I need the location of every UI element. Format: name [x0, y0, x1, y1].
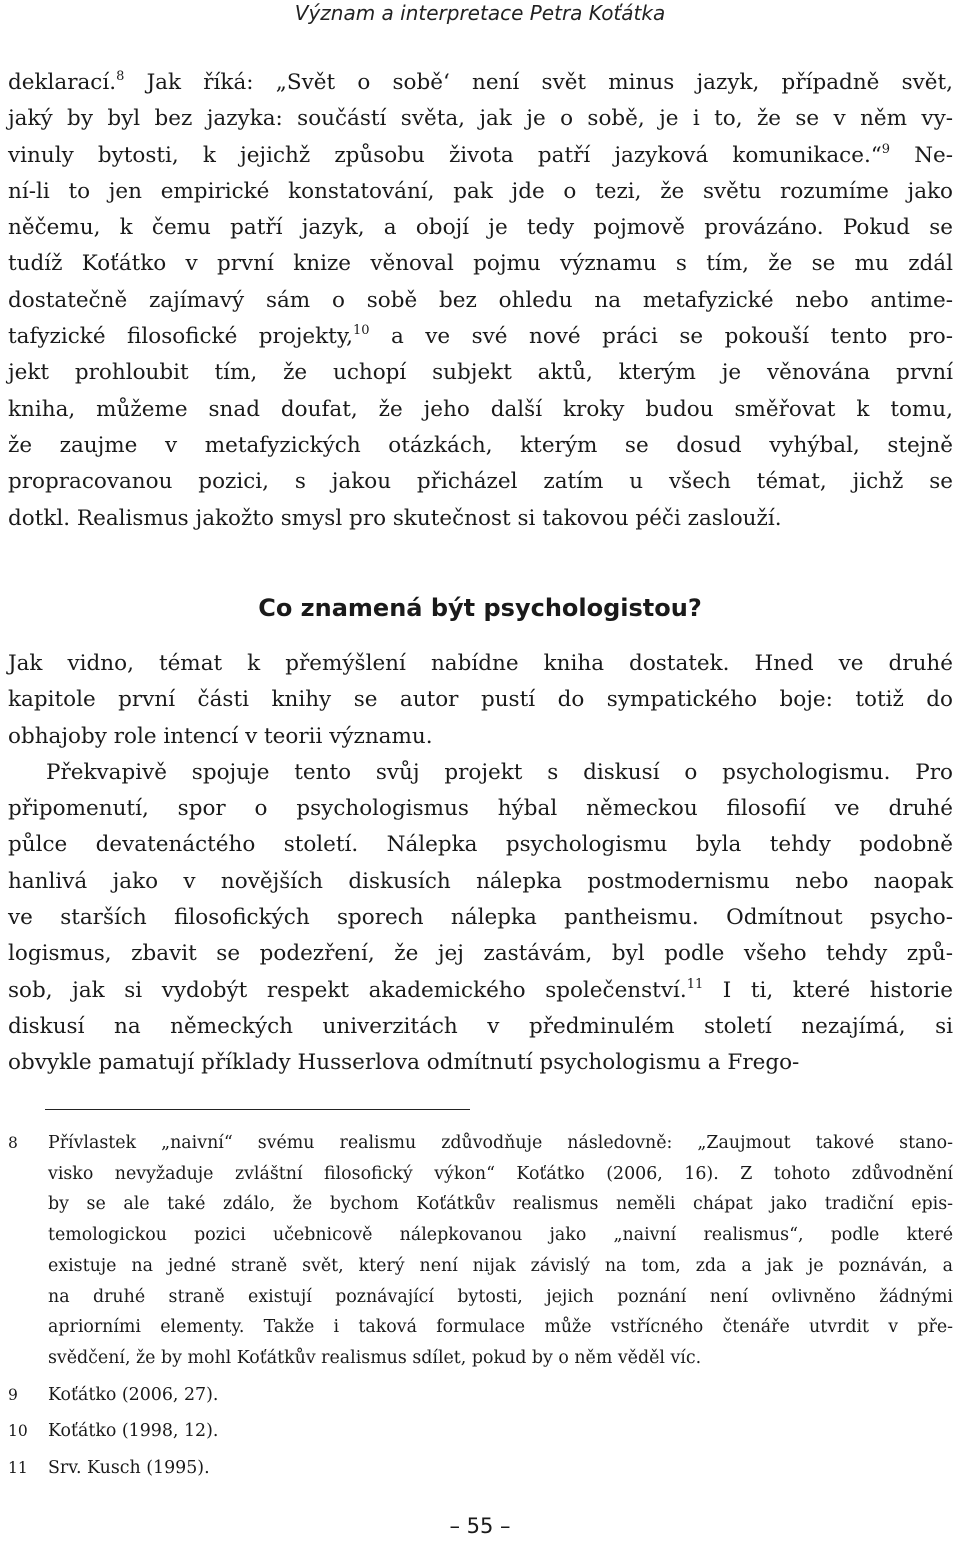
paragraph-2-line: Jak vidno, témat k přemýšlení nabídne kniha dostatek. Hned ve druhé: [8, 651, 953, 676]
paragraph-1-line: dotkl. Realismus jakožto smysl pro skutečnost si takovou péči zaslouží.: [8, 505, 782, 531]
footnote-line: visko nevyžaduje zvláštní filosofický výkon“ Koťátko (2006, 16). Z tohoto zdůvodnění: [48, 1163, 953, 1184]
footnote-line: existuje na jedné straně svět, který není nijak závislý na tom, zda a jak je poznáván, a: [48, 1255, 953, 1276]
paragraph-3-line: připomenutí, spor o psychologismus hýbal německou filosofií ve druhé: [8, 796, 953, 822]
paragraph-1-line: kniha, můžeme snad doufat, že jeho další kroky budou směřovat k tomu,: [8, 396, 953, 422]
footnote-8: [8, 1128, 953, 1374]
paragraph-1-line: deklarací.$^8$ Jak říká: „Svět o sobě‘ není svět minus jazyk, případně svět,: [8, 69, 953, 95]
footnote-10: [8, 1416, 953, 1447]
paragraph-3-line: obvykle pamatují příklady Husserlova odmítnutí psychologismu a Frego-: [8, 1050, 800, 1076]
footnote-line: Koťátko (2006, 27).: [48, 1384, 219, 1405]
paragraph-1-line: tafyzické filosofické projekty,$^{10}$ a ve své nové práci se pokouší tento pro-: [8, 323, 954, 350]
paragraph-1-line: tudíž Koťátko v první knize věnoval pojmu významu s tím, že se mu zdál: [8, 251, 953, 277]
footnote-number: 10: [8, 1422, 28, 1441]
paragraph-2-and-3: [8, 646, 953, 1082]
paragraph-1-line: jaký by byl bez jazyka: součástí světa, jak je o sobě, je i to, že se v něm vy-: [8, 106, 953, 132]
footnote-marker: 11: [686, 976, 704, 992]
footnote-line: svědčení, že by mohl Koťátkův realismus sdílet, pokud by o něm věděl víc.: [48, 1347, 702, 1368]
section-heading: Co znamená být psychologistou?: [258, 594, 702, 622]
footnote-number: 9: [8, 1385, 18, 1404]
paragraph-1-line: dostatečně zajímavý sám o sobě bez ohledu na metafyzické nebo antime-: [8, 287, 953, 313]
footnote-line: Přívlastek „naivní“ svému realismu zdůvodňuje následovně: „Zaujmout takové stano-: [48, 1133, 953, 1153]
paragraph-2-line: kapitole první části knihy se autor pustí do sympatického boje: totiž do: [8, 687, 953, 713]
running-head: Význam a interpretace Petra Koťátka: [294, 1, 666, 25]
paragraph-3-line: logismus, zbavit se podezření, že jej zastávám, byl podle všeho tehdy způ-: [8, 941, 953, 967]
paragraph-3-line: půlce devatenáctého století. Nálepka psychologismu byla tehdy podobně: [8, 832, 953, 858]
footnote-separator: [45, 1109, 470, 1110]
footnote-marker: 9: [881, 141, 891, 157]
paragraph-3-line: hanlivá jako v novějších diskusích nálepka postmodernismu nebo naopak: [8, 868, 953, 894]
footnote-line: Srv. Kusch (1995).: [48, 1458, 210, 1479]
paragraph-1-line: ní-li to jen empirické konstatování, pak jde o tezi, že světu rozumíme jako: [8, 178, 953, 204]
paragraph-1-line: že zaujme v metafyzických otázkách, kterým se dosud vyhýbal, stejně: [8, 432, 953, 458]
footnote-line: Koťátko (1998, 12).: [48, 1421, 219, 1442]
paragraph-1-line: vinuly bytosti, k jejichž způsobu života patří jazyková komunikace.“$^9$ Ne-: [8, 141, 953, 168]
paragraph-3-line: diskusí na německých univerzitách v předminulém století nezajímá, si: [8, 1013, 953, 1039]
paragraph-3-line: Překvapivě spojuje tento svůj projekt s diskusí o psychologismu. Pro: [46, 759, 953, 785]
paragraph-1-line: jekt prohloubit tím, že uchopí subjekt aktů, kterým je věnována první: [8, 360, 953, 386]
footnote-marker: 8: [116, 69, 125, 84]
paragraph-1: [8, 65, 953, 537]
paragraph-2-line: obhajoby role intencí v teorii významu.: [8, 723, 433, 749]
footnote-line: temologickou pozici učebnicově nálepkovanou jako „naivní realismus“, podle které: [48, 1225, 953, 1246]
footnote-number: 11: [8, 1459, 28, 1478]
paragraph-1-line: něčemu, k čemu patří jazyk, a obojí je tedy pojmově provázáno. Pokud se: [8, 215, 953, 241]
page-number: – 55 –: [449, 1514, 511, 1538]
footnote-number: 8: [8, 1134, 18, 1152]
paragraph-1-line: propracovanou pozici, s jakou přicházel zatím u všech témat, jichž se: [8, 469, 953, 495]
paragraph-3-line: sob, jak si vydobýt respekt akademického společenství.$^{11}$ I ti, které historie: [8, 976, 953, 1003]
footnote-marker: 10: [352, 323, 370, 339]
paragraph-3-line: ve starších filosofických sporech nálepka pantheismu. Odmítnout psycho-: [8, 905, 953, 931]
footnote-9: [8, 1380, 953, 1411]
footnotes: [8, 1128, 953, 1484]
footnote-line: by se ale také zdálo, že bychom Koťátkův realismus neměli chápat jako tradiční epis-: [48, 1194, 953, 1215]
footnote-11: [8, 1453, 953, 1484]
footnote-line: apriorními elementy. Takže i taková formulace může vstřícného čtenáře utvrdit v pře-: [48, 1317, 953, 1338]
footnote-line: na druhé straně existují poznávající bytosti, jejich poznání není ovlivněno žádnými: [48, 1286, 953, 1307]
